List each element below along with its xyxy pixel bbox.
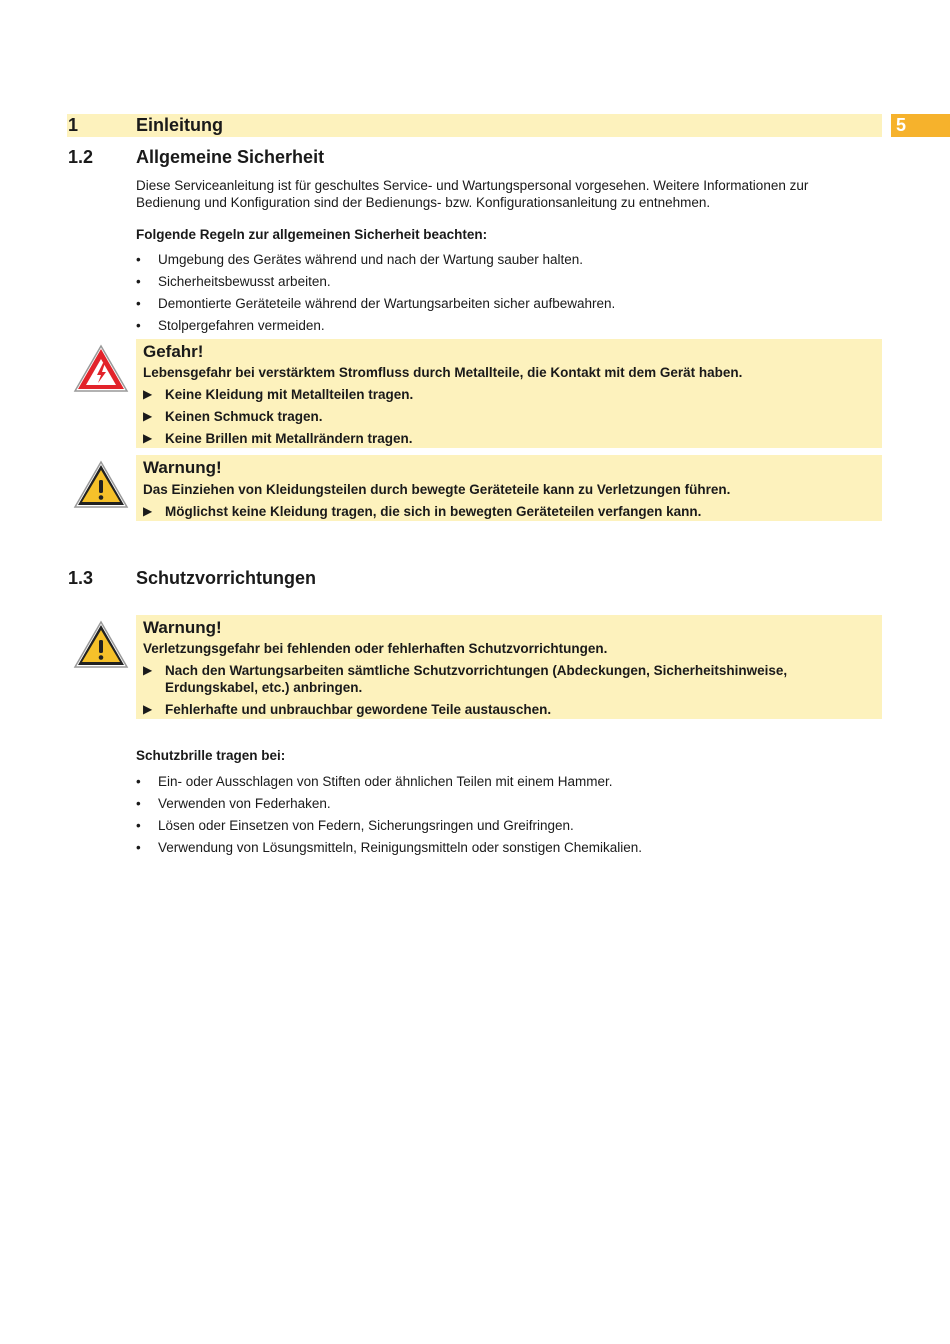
intro-paragraph bbox=[136, 177, 881, 211]
bullet-icon: • bbox=[136, 774, 141, 789]
page-number-tab bbox=[891, 114, 950, 137]
danger-notice bbox=[136, 339, 882, 448]
notice-step bbox=[143, 386, 873, 403]
arrow-right-icon: ▶ bbox=[143, 702, 153, 716]
notice-lead: Das Einziehen von Kleidungsteilen durch bewegte Geräteteile kann zu Verletzungen führen. bbox=[143, 482, 731, 497]
chapter-header bbox=[67, 114, 882, 137]
page-number: 5 bbox=[896, 115, 907, 135]
list-item-text: Stolpergefahren vermeiden. bbox=[158, 318, 325, 333]
notice-title: Warnung! bbox=[143, 618, 222, 637]
notice-step bbox=[143, 408, 873, 425]
notice-step bbox=[143, 430, 873, 447]
list-item-text: Lösen oder Einsetzen von Federn, Sicherungsringen und Greifringen. bbox=[158, 818, 574, 833]
bullet-icon: • bbox=[136, 796, 141, 811]
intro-line: Bedienung und Konfiguration sind der Bedienungs- bzw. Konfigurationsanleitung zu entnehmen. bbox=[136, 195, 711, 210]
list-item bbox=[136, 795, 881, 817]
bullet-icon: • bbox=[136, 296, 141, 311]
warning-icon bbox=[73, 620, 129, 670]
notice-step-text: Fehlerhafte und unbrauchbar gewordene Teile austauschen. bbox=[165, 702, 552, 717]
goggles-heading: Schutzbrille tragen bei: bbox=[136, 748, 286, 763]
section-number: 1.3 bbox=[68, 568, 94, 588]
list-item-text: Verwenden von Federhaken. bbox=[158, 796, 331, 811]
list-item-text: Demontierte Geräteteile während der Wartungsarbeiten sicher aufbewahren. bbox=[158, 296, 616, 311]
list-item bbox=[136, 839, 881, 861]
notice-step bbox=[143, 503, 873, 520]
warning-icon bbox=[73, 460, 129, 510]
list-item bbox=[136, 817, 881, 839]
rules-heading: Folgende Regeln zur allgemeinen Sicherheit beachten: bbox=[136, 227, 488, 242]
section-title: Schutzvorrichtungen bbox=[136, 568, 317, 588]
notice-lead: Verletzungsgefahr bei fehlenden oder fehlerhaften Schutzvorrichtungen. bbox=[143, 641, 608, 656]
goggles-list bbox=[136, 773, 881, 861]
notice-step-line: Erdungskabel, etc.) anbringen. bbox=[165, 680, 363, 695]
chapter-title: Einleitung bbox=[136, 115, 223, 135]
notice-step-text: Möglichst keine Kleidung tragen, die sich in bewegten Geräteteilen verfangen kann. bbox=[165, 504, 702, 519]
bullet-icon: • bbox=[136, 318, 141, 333]
notice-title: Warnung! bbox=[143, 458, 222, 477]
electric-hazard-icon bbox=[73, 344, 129, 394]
intro-line: Diese Serviceanleitung ist für geschultes Service- und Wartungspersonal vorgesehen. Weitere Informationen zur bbox=[136, 178, 809, 193]
bullet-icon: • bbox=[136, 252, 141, 267]
notice-step-text: Keinen Schmuck tragen. bbox=[165, 409, 323, 424]
notice-step-text bbox=[143, 662, 873, 696]
list-item-text: Sicherheitsbewusst arbeiten. bbox=[158, 274, 331, 289]
bullet-icon: • bbox=[136, 818, 141, 833]
notice-step bbox=[143, 662, 873, 696]
list-item bbox=[136, 295, 881, 317]
warning-notice bbox=[136, 615, 882, 719]
notice-step-text: Keine Brillen mit Metallrändern tragen. bbox=[165, 431, 413, 446]
list-item-text: Verwendung von Lösungsmitteln, Reinigungsmitteln oder sonstigen Chemikalien. bbox=[158, 840, 643, 855]
arrow-right-icon: ▶ bbox=[143, 663, 153, 677]
list-item bbox=[136, 273, 881, 295]
notice-step-text: Keine Kleidung mit Metallteilen tragen. bbox=[165, 387, 414, 402]
rules-list bbox=[136, 251, 881, 339]
list-item bbox=[136, 251, 881, 273]
notice-lead: Lebensgefahr bei verstärktem Stromfluss durch Metallteile, die Kontakt mit dem Gerät haben. bbox=[143, 365, 743, 380]
bullet-icon: • bbox=[136, 840, 141, 855]
list-item bbox=[136, 317, 881, 339]
list-item-text: Umgebung des Gerätes während und nach der Wartung sauber halten. bbox=[158, 252, 584, 267]
arrow-right-icon: ▶ bbox=[143, 431, 153, 445]
chapter-number: 1 bbox=[68, 115, 79, 135]
list-item-text: Ein- oder Ausschlagen von Stiften oder ähnlichen Teilen mit einem Hammer. bbox=[158, 774, 613, 789]
notice-step bbox=[143, 701, 873, 718]
list-item bbox=[136, 773, 881, 795]
warning-notice bbox=[136, 455, 882, 521]
arrow-right-icon: ▶ bbox=[143, 504, 153, 518]
section-title: Allgemeine Sicherheit bbox=[136, 147, 325, 167]
arrow-right-icon: ▶ bbox=[143, 387, 153, 401]
bullet-icon: • bbox=[136, 274, 141, 289]
arrow-right-icon: ▶ bbox=[143, 409, 153, 423]
section-number: 1.2 bbox=[68, 147, 94, 167]
notice-title: Gefahr! bbox=[143, 342, 204, 361]
notice-step-line: Nach den Wartungsarbeiten sämtliche Schutzvorrichtungen (Abdeckungen, Sicherheitshinweise, bbox=[165, 663, 788, 678]
